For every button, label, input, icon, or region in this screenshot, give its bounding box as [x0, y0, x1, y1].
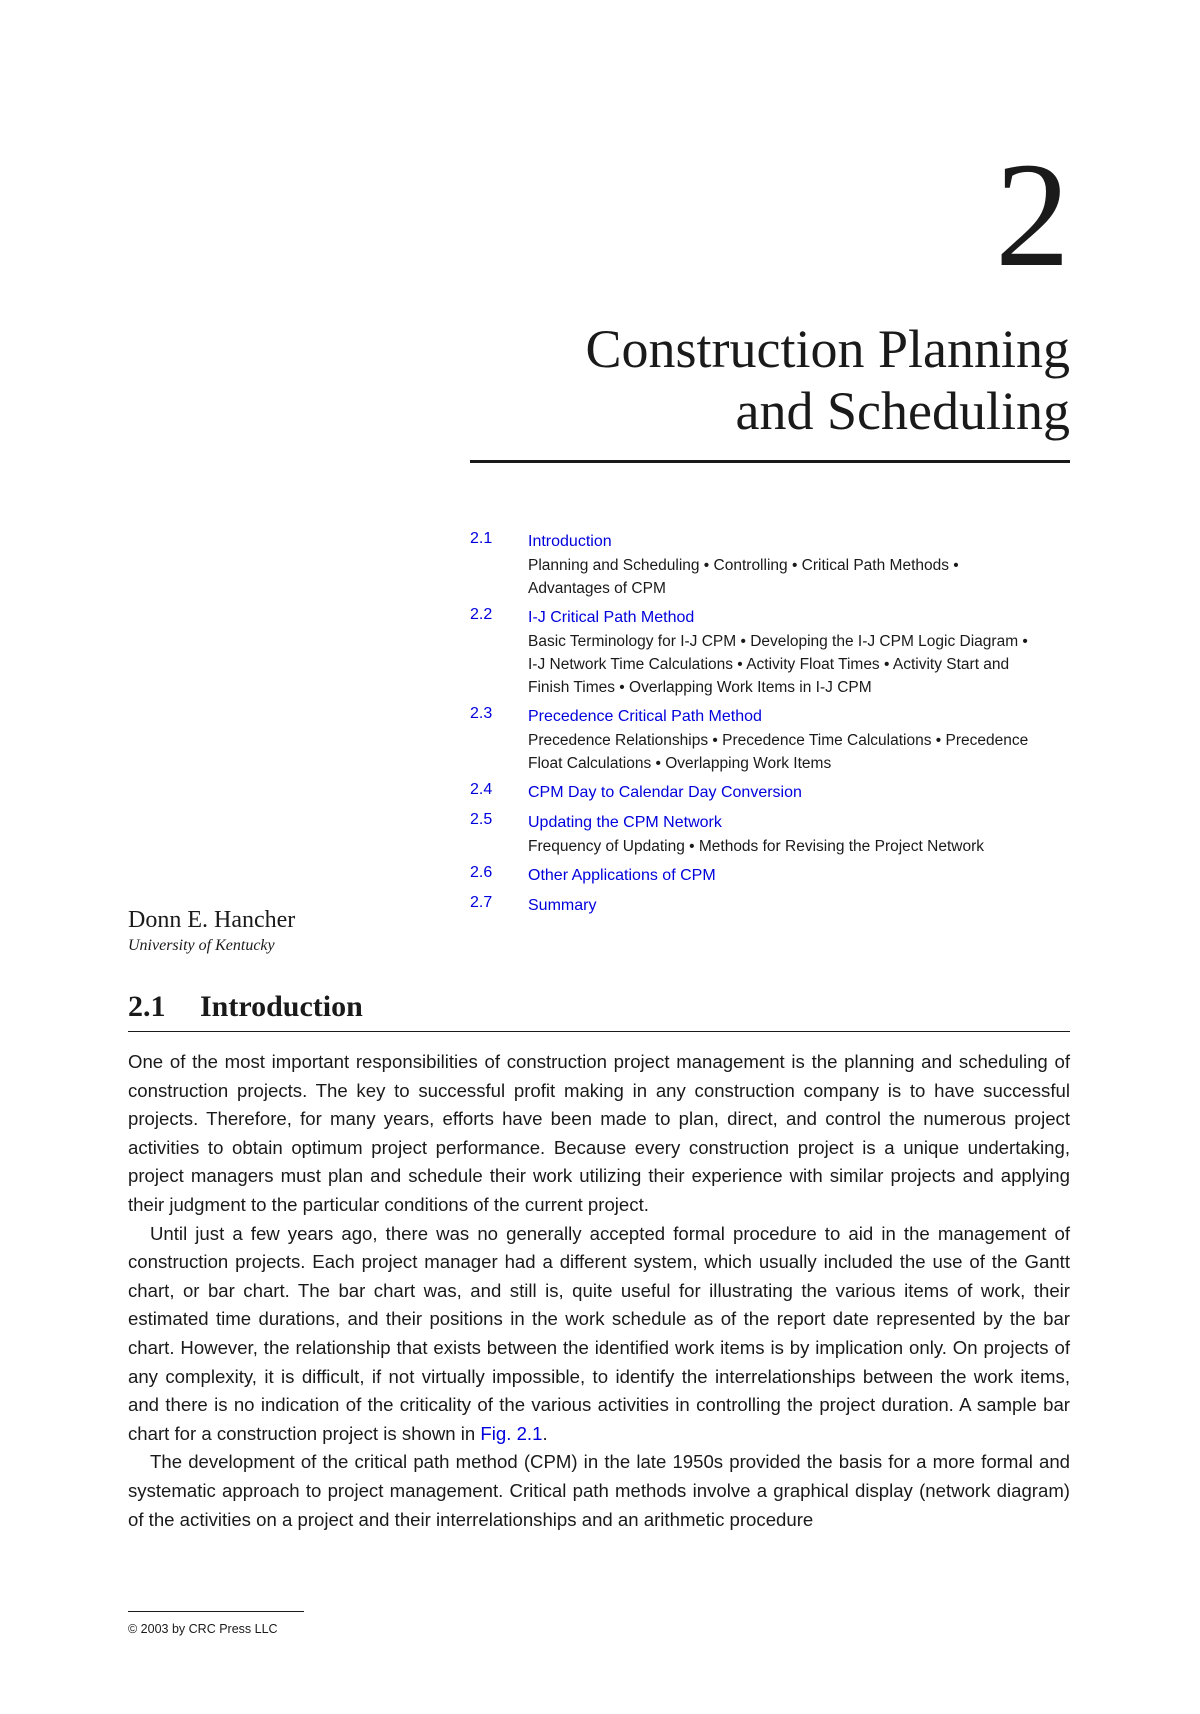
author-block: [128, 905, 295, 957]
body-text: [128, 1048, 1070, 1534]
chapter-title-line1: Construction Planning: [585, 319, 1070, 379]
figure-link[interactable]: Fig. 2.1: [480, 1422, 543, 1444]
paragraph-text: Until just a few years ago, there was no generally accepted formal procedure to aid in the management of construction projects. Each project manager had a different system, which usually included the use of the Gantt chart, or bar chart. The bar chart was, and still is, quite useful for illustrating the various items of work, their estimated time durations, and their positions in the work schedule as of the report date represented by the bar chart. However, the relationship that exists between the identified work items is by implication only. On projects of any complexity, it is difficult, if not virtually impossible, to identify the interrelationships between the work items, and there is no indication of the criticality of the various activities in controlling the project duration. A sample bar chart for a construction project is shown in: [128, 1222, 1070, 1444]
table-of-contents: [470, 530, 1030, 924]
toc-link[interactable]: Precedence Critical Path Method: [528, 708, 762, 725]
footnote-rule: [128, 1611, 304, 1612]
chapter-title-line2: and Scheduling: [735, 381, 1070, 441]
toc-link[interactable]: Introduction: [528, 533, 612, 550]
toc-subtopics: Planning and Scheduling • Controlling • Critical Path Methods • Advantages of CPM: [528, 557, 959, 597]
toc-number[interactable]: 2.2: [470, 606, 493, 623]
section-number: 2.1: [128, 990, 166, 1023]
toc-number[interactable]: 2.6: [470, 864, 493, 881]
paragraph: [128, 1220, 1070, 1449]
toc-subtopics: Basic Terminology for I-J CPM • Developing the I-J CPM Logic Diagram • I-J Network Time Calculations • Activity Float Times • Activity Start and Finish Times • Overlapping Work Items in I-J CPM: [528, 633, 1028, 696]
toc-number[interactable]: 2.7: [470, 894, 493, 911]
toc-number[interactable]: 2.4: [470, 781, 493, 798]
toc-link[interactable]: CPM Day to Calendar Day Conversion: [528, 784, 802, 801]
toc-subtopics: Frequency of Updating • Methods for Revising the Project Network: [528, 838, 985, 855]
toc-link[interactable]: Summary: [528, 897, 597, 914]
author-name: Donn E. Hancher: [128, 907, 296, 933]
toc-entry: [470, 530, 1030, 600]
copyright-footnote: © 2003 by CRC Press LLC: [128, 1622, 278, 1636]
toc-entry: [470, 864, 1030, 888]
chapter-title: [586, 318, 1071, 442]
chapter-number: 2: [995, 132, 1070, 298]
toc-number[interactable]: 2.1: [470, 530, 493, 547]
toc-number[interactable]: 2.5: [470, 811, 493, 828]
title-rule: [470, 460, 1070, 463]
toc-entry: [470, 606, 1030, 699]
toc-entry: [470, 811, 1030, 858]
paragraph-end: .: [542, 1422, 548, 1444]
section-title: Introduction: [200, 990, 363, 1023]
paragraph: The development of the critical path method (CPM) in the late 1950s provided the basis for a more formal and systematic approach to project management. Critical path methods involve a graphical display (network diagram) of the activities on a project and their interrelationships and an arithmetic procedure: [128, 1451, 1070, 1530]
toc-entry: [470, 705, 1030, 775]
section-heading: [128, 990, 363, 1024]
section-rule: [128, 1031, 1070, 1032]
author-affiliation: University of Kentucky: [128, 937, 275, 954]
paragraph: One of the most important responsibilities of construction project management is the planning and scheduling of construction projects. The key to successful profit making in any construction company is to have successful projects. Therefore, for many years, efforts have been made to plan, direct, and control the numerous project activities to obtain optimum project performance. Because every construction project is a unique undertaking, project managers must plan and schedule their work utilizing their experience with similar projects and applying their judgment to the particular conditions of the current project.: [128, 1051, 1070, 1215]
toc-link[interactable]: Other Applications of CPM: [528, 867, 716, 884]
toc-subtopics: Precedence Relationships • Precedence Time Calculations • Precedence Float Calculations • Overlapping Work Items: [528, 732, 1029, 772]
toc-link[interactable]: Updating the CPM Network: [528, 814, 722, 831]
toc-number[interactable]: 2.3: [470, 705, 493, 722]
toc-link[interactable]: I-J Critical Path Method: [528, 609, 695, 626]
toc-entry: [470, 894, 1030, 918]
toc-entry: [470, 781, 1030, 805]
